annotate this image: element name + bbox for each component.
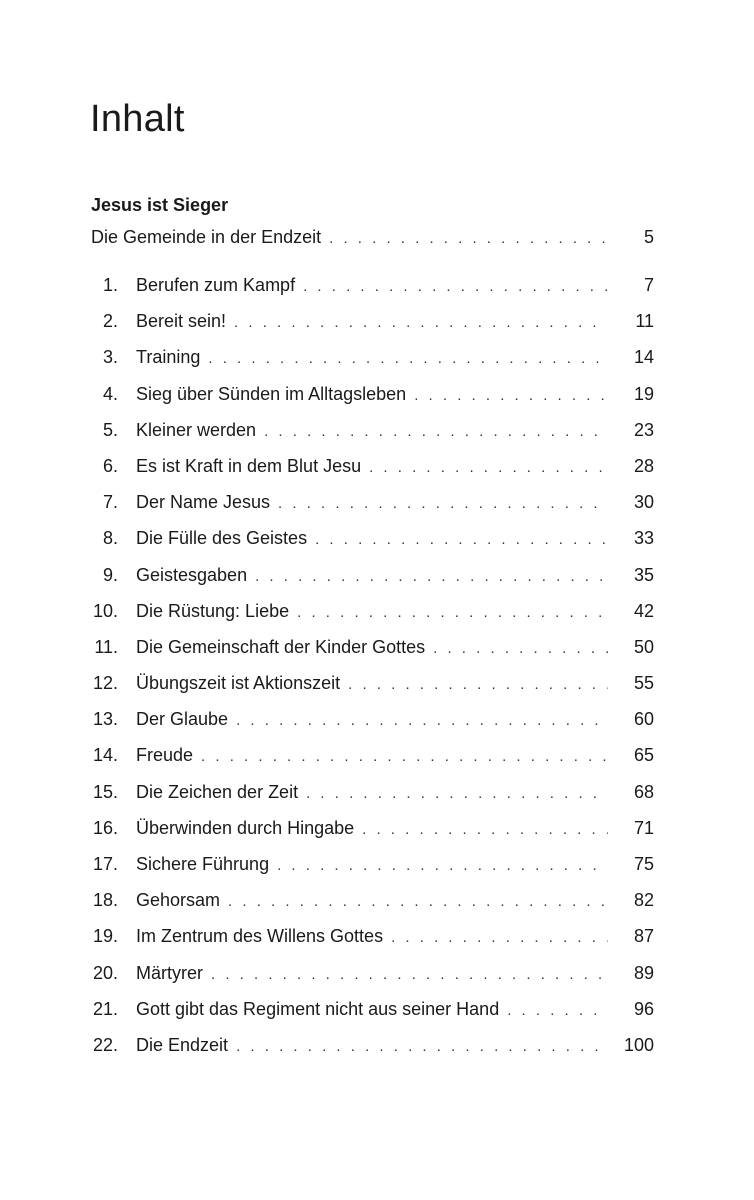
leader-dots [433, 640, 608, 657]
toc-entry [91, 456, 654, 492]
leader-dots [236, 1038, 608, 1055]
toc-page-number: 65 [633, 745, 654, 766]
toc-page-number: 71 [633, 817, 654, 838]
chapter-number: 21. [92, 998, 118, 1019]
toc-entry [91, 275, 654, 311]
toc-entry [91, 528, 654, 564]
toc-entry [91, 347, 654, 383]
chapter-number: 1. [102, 275, 118, 295]
leader-dots [234, 314, 608, 331]
leader-dots [391, 929, 608, 946]
toc-page-number: 55 [633, 673, 654, 694]
toc-page-number: 33 [633, 528, 654, 549]
toc-page-number: 82 [633, 890, 654, 911]
chapter-number: 5. [102, 419, 118, 440]
chapter-number: 9. [102, 564, 118, 585]
toc-entry-label: Geistesgaben [136, 564, 248, 585]
chapter-number: 7. [102, 492, 118, 513]
toc-page-number: 23 [633, 419, 654, 440]
toc-entry [91, 420, 654, 456]
toc-entry [91, 601, 654, 637]
toc-page-number: 7 [643, 275, 654, 295]
toc-entry-label: Die Endzeit [136, 1034, 229, 1055]
leader-dots [414, 387, 608, 404]
toc-page-number: 14 [633, 347, 654, 368]
toc-page-number: 89 [633, 962, 654, 983]
toc-entry-label: Training [136, 347, 201, 368]
toc-entry [91, 492, 654, 528]
toc-entry-label: Die Zeichen der Zeit [136, 781, 299, 802]
toc-page-number: 28 [633, 455, 654, 476]
toc-page-number: 75 [633, 854, 654, 874]
toc-page-number: 87 [633, 926, 654, 947]
chapter-number: 14. [92, 745, 118, 766]
chapter-number: 10. [92, 600, 118, 621]
toc-page-number: 19 [633, 383, 654, 404]
toc-entry [91, 890, 654, 926]
chapter-number: 2. [102, 311, 118, 332]
toc-entry-label: Sieg über Sünden im Alltagsleben [136, 383, 407, 404]
chapter-number: 11. [94, 636, 118, 657]
toc-page-number: 30 [633, 492, 654, 513]
toc-entry-label: Der Name Jesus [136, 492, 271, 513]
toc-entry-label: Freude [136, 745, 194, 766]
leader-dots [278, 495, 608, 512]
toc-entry [91, 1035, 654, 1071]
toc-entry [91, 818, 654, 854]
toc-entry-label: Gott gibt das Regiment nicht aus seiner Hand [136, 998, 500, 1019]
leader-dots [297, 604, 608, 621]
leader-dots [211, 966, 608, 983]
leader-dots [362, 821, 608, 838]
chapter-number: 8. [102, 528, 118, 549]
toc-entry-label: Im Zentrum des Willens Gottes [136, 926, 384, 947]
chapter-number: 12. [92, 673, 118, 694]
leader-dots [507, 1002, 608, 1019]
leader-dots [201, 748, 608, 765]
toc-page-number: 5 [643, 227, 654, 247]
toc-entry [91, 709, 654, 745]
chapter-number: 22. [92, 1034, 118, 1055]
toc-entry-label: Übungszeit ist Aktionszeit [136, 673, 341, 694]
toc-entry [91, 637, 654, 673]
leader-dots [208, 350, 608, 367]
toc-entry-label: Berufen zum Kampf [136, 275, 296, 295]
toc-entry [91, 926, 654, 962]
leader-dots [228, 893, 608, 910]
leader-dots [329, 231, 608, 246]
chapter-number: 18. [92, 890, 118, 911]
toc-entry-label: Bereit sein! [136, 311, 227, 332]
chapter-number: 3. [102, 347, 118, 368]
chapter-number: 6. [102, 455, 118, 476]
toc-entry-label: Es ist Kraft in dem Blut Jesu [136, 455, 362, 476]
page-title: Inhalt [90, 98, 185, 140]
toc-entry-label: Überwinden durch Hingabe [136, 817, 355, 838]
toc-intro-entry [91, 228, 654, 264]
toc-page-number: 35 [633, 564, 654, 585]
chapter-number: 17. [92, 854, 118, 874]
toc-entry-label: Der Glaube [136, 709, 229, 730]
toc-entry [91, 673, 654, 709]
toc-entry [91, 384, 654, 420]
toc-page-number: 50 [633, 636, 654, 657]
leader-dots [277, 857, 608, 874]
chapter-number: 20. [92, 962, 118, 983]
toc-entry [91, 782, 654, 818]
toc-page-number: 100 [623, 1034, 654, 1055]
leader-dots [255, 568, 608, 585]
chapter-number: 15. [92, 781, 118, 802]
toc-entry [91, 311, 654, 347]
section-heading: Jesus ist Sieger [91, 195, 229, 215]
toc-entry-label: Die Gemeinschaft der Kinder Gottes [136, 636, 426, 657]
chapter-number: 16. [92, 817, 118, 838]
leader-dots [369, 459, 608, 476]
toc-entry-label: Sichere Führung [136, 854, 270, 874]
toc-entry-label: Die Gemeinde in der Endzeit [91, 227, 322, 247]
toc-entry-label: Die Fülle des Geistes [136, 528, 308, 549]
toc-entry [91, 854, 654, 890]
toc-entry-label: Märtyrer [136, 962, 203, 983]
leader-dots [264, 423, 608, 440]
leader-dots [315, 531, 608, 548]
leader-dots [303, 278, 608, 295]
toc-entry [91, 963, 654, 999]
toc-page-number: 11 [635, 311, 654, 332]
toc-page-number: 42 [633, 600, 654, 621]
toc-entry-label: Kleiner werden [136, 419, 257, 440]
leader-dots [348, 676, 608, 693]
toc-entry-label: Gehorsam [136, 890, 221, 911]
toc-entry [91, 999, 654, 1035]
leader-dots [236, 712, 608, 729]
chapter-number: 4. [102, 383, 118, 404]
toc-page-number: 60 [633, 709, 654, 730]
toc-entry [91, 565, 654, 601]
toc-entry [91, 745, 654, 781]
toc-page-number: 68 [633, 781, 654, 802]
chapter-number: 19. [92, 926, 118, 947]
chapter-number: 13. [92, 709, 118, 730]
toc-page-number: 96 [633, 998, 654, 1019]
toc-list [91, 275, 654, 1071]
toc-entry-label: Die Rüstung: Liebe [136, 600, 290, 621]
leader-dots [306, 785, 608, 802]
